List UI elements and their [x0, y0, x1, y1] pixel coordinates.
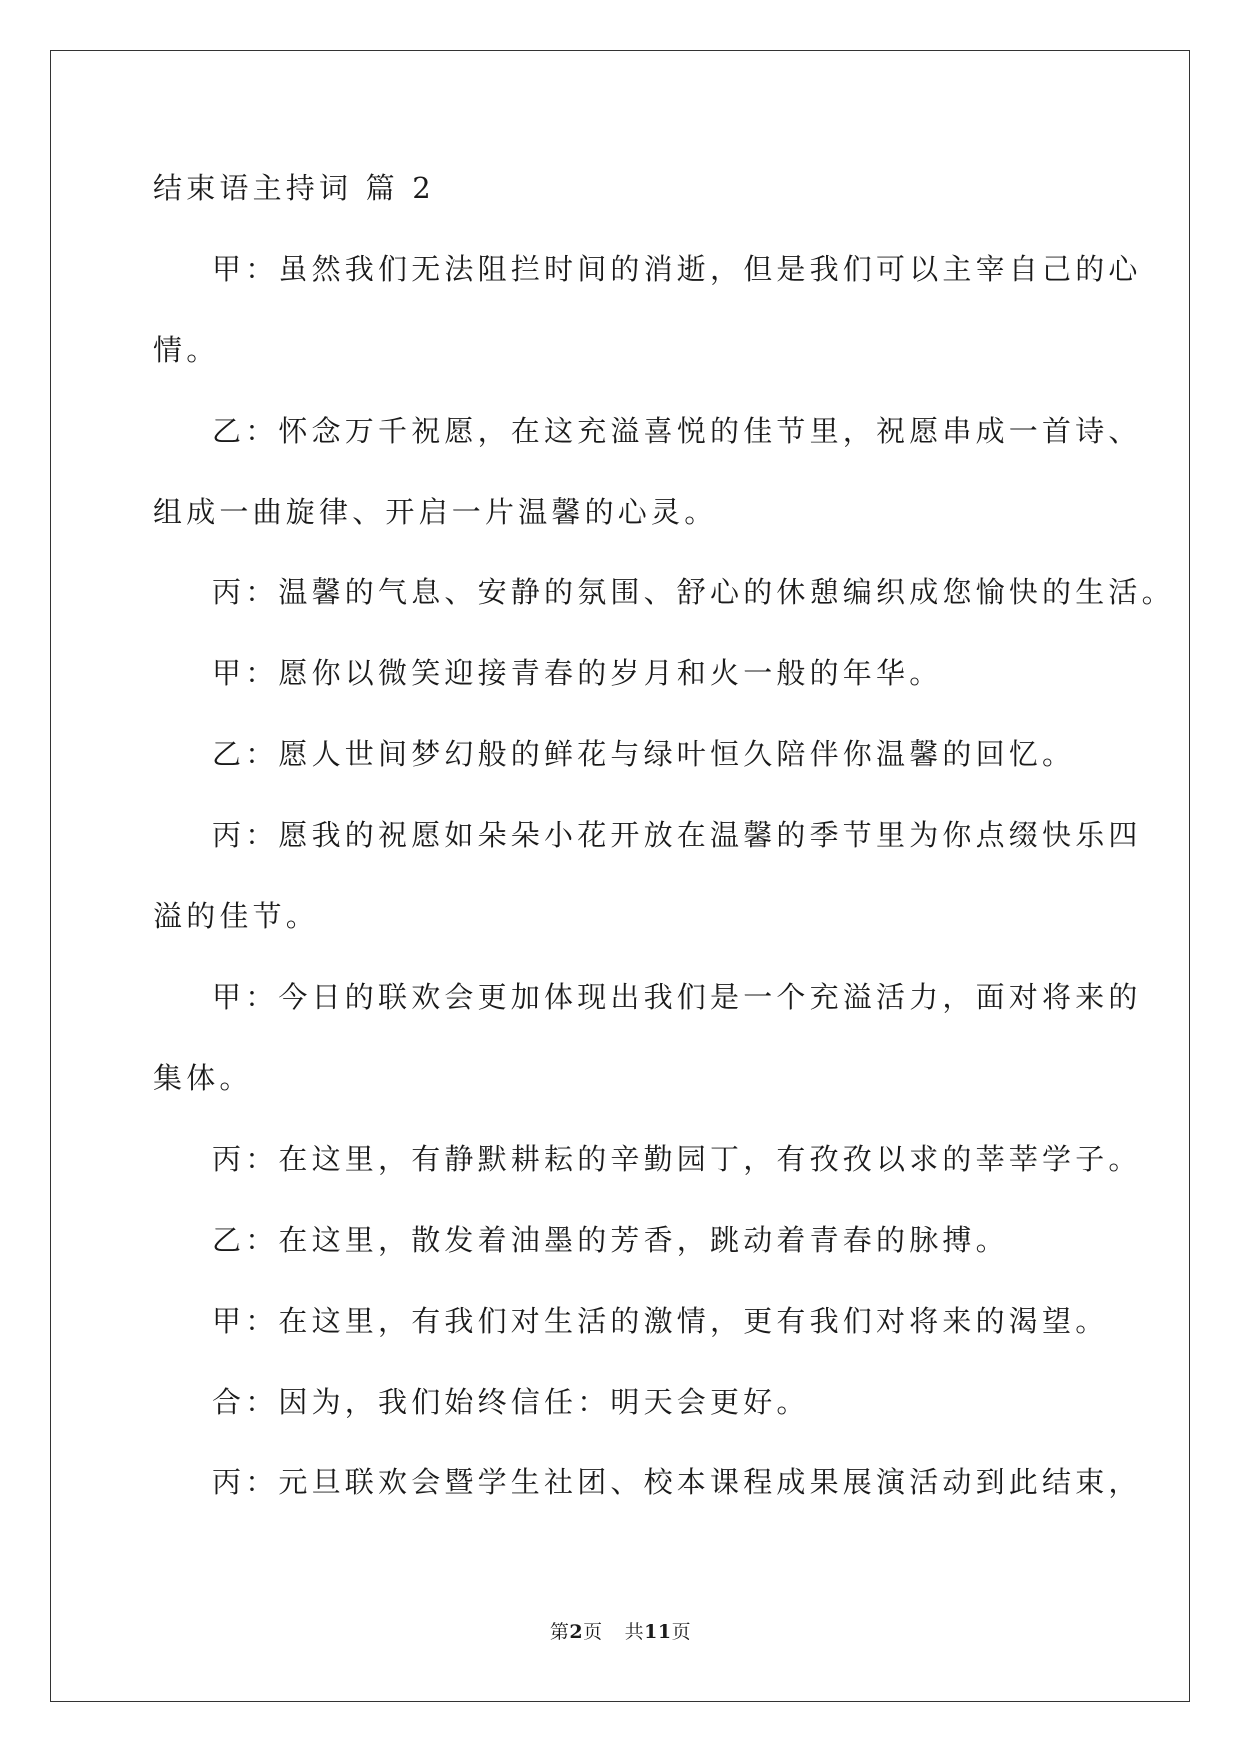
paragraph-line: 乙：在这里，散发着油墨的芳香，跳动着青春的脉搏。: [212, 1223, 1009, 1257]
paragraph-line: 甲：愿你以微笑迎接青春的岁月和火一般的年华。: [212, 656, 943, 690]
page-number: 2: [569, 1621, 584, 1643]
paragraph-line: 合：因为，我们始终信任：明天会更好。: [212, 1385, 810, 1419]
page-border: [50, 50, 1190, 1702]
total-pages-suffix: 页: [671, 1621, 692, 1643]
paragraph-line: 情。: [153, 333, 220, 367]
paragraph-line: 甲：今日的联欢会更加体现出我们是一个充溢活力，面对将来的: [212, 980, 1142, 1014]
page-number-suffix: 页: [583, 1621, 603, 1643]
total-pages-prefix: 共: [624, 1621, 645, 1643]
paragraph-line: 丙：温馨的气息、安静的氛围、舒心的休憩编织成您愉快的生活。: [212, 575, 1175, 609]
page-number-prefix: 第: [549, 1621, 570, 1643]
paragraph-line: 丙：元旦联欢会暨学生社团、校本课程成果展演活动到此结束，: [212, 1465, 1142, 1499]
page-footer: [0, 1620, 1241, 1644]
paragraph-line: 溢的佳节。: [153, 899, 320, 933]
paragraph-line: 乙：怀念万千祝愿，在这充溢喜悦的佳节里，祝愿串成一首诗、: [212, 414, 1142, 448]
paragraph-line: 丙：在这里，有静默耕耘的辛勤园丁，有孜孜以求的莘莘学子。: [212, 1142, 1142, 1176]
total-pages: 11: [644, 1621, 672, 1643]
paragraph-line: 甲：在这里，有我们对生活的激情，更有我们对将来的渴望。: [212, 1304, 1109, 1338]
paragraph-line: 乙：愿人世间梦幻般的鲜花与绿叶恒久陪伴你温馨的回忆。: [212, 737, 1076, 771]
paragraph-line: 丙：愿我的祝愿如朵朵小花开放在温馨的季节里为你点缀快乐四: [212, 818, 1142, 852]
document-heading: 结束语主持词 篇 2: [153, 171, 435, 205]
paragraph-line: 集体。: [153, 1061, 253, 1095]
paragraph-line: 甲：虽然我们无法阻拦时间的消逝，但是我们可以主宰自己的心: [212, 252, 1142, 286]
paragraph-line: 组成一曲旋律、开启一片温馨的心灵。: [153, 495, 718, 529]
